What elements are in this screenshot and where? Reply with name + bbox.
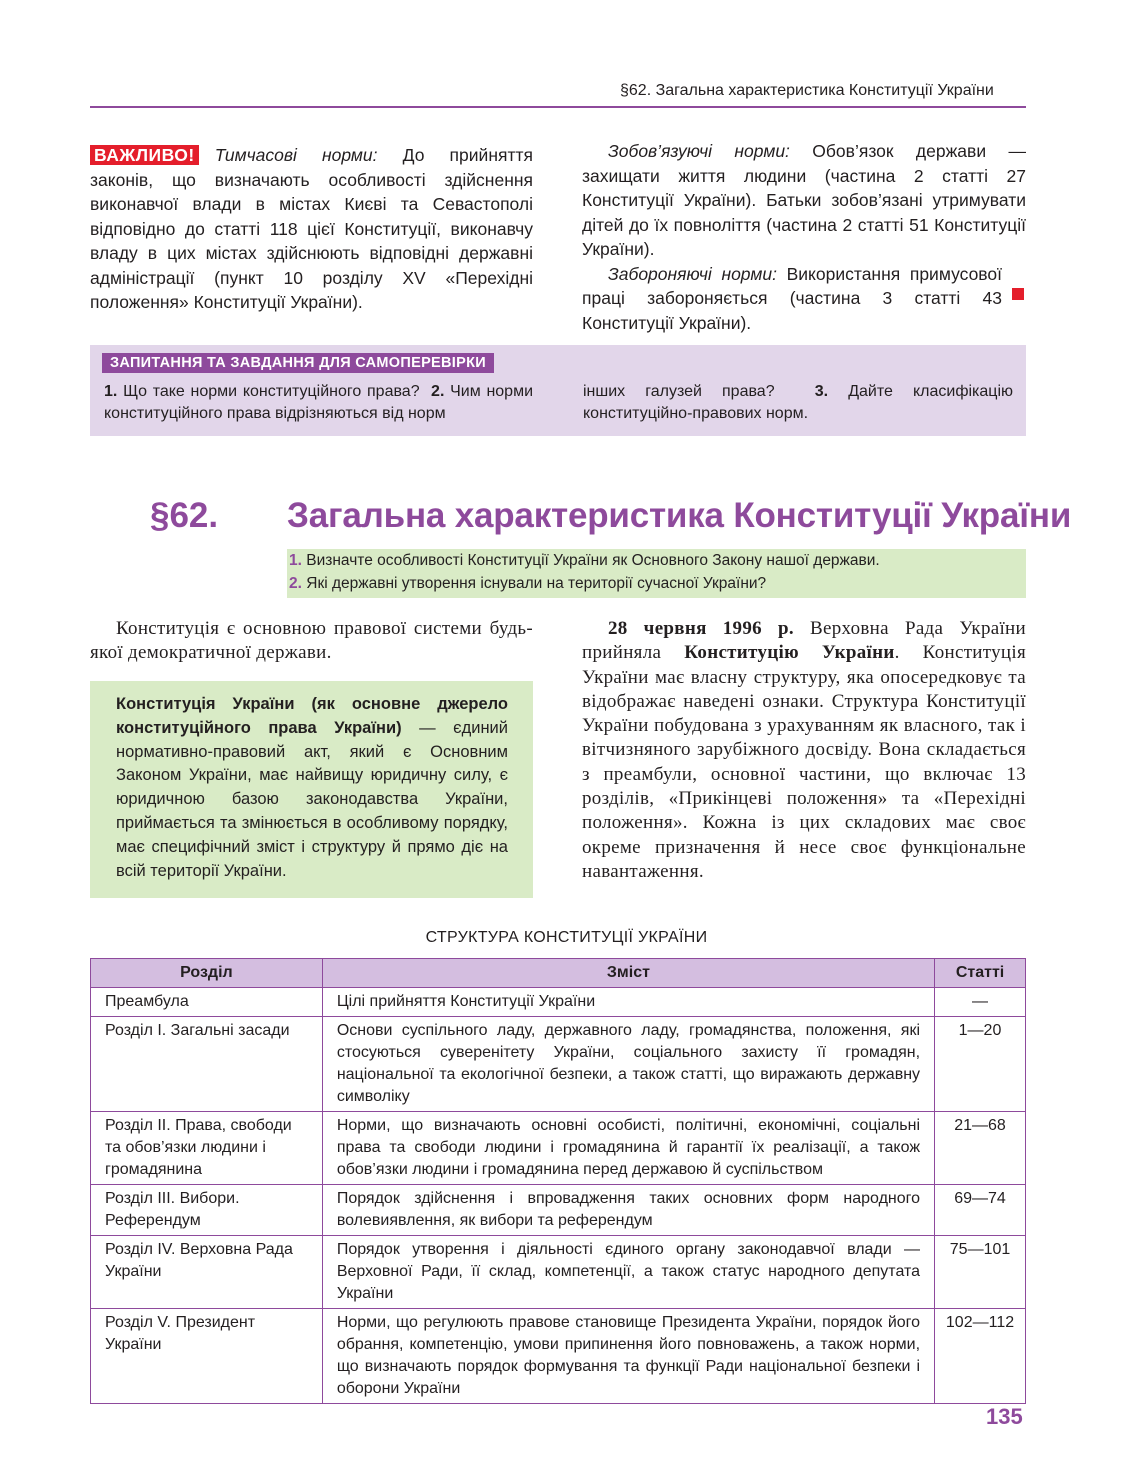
section-cell: Розділ I. Загальні засади xyxy=(91,1017,323,1112)
left-intro-text: Конституція є основною правової системи будь-якої демократичної держави. xyxy=(90,618,533,664)
page-number: 135 xyxy=(986,1404,1023,1429)
temporary-norms-term: Тимчасові норми: xyxy=(214,145,378,165)
obligating-norms-text: Обов’язок держави — захищати життя людини (частина 2 статті 27 Конституції України). Батьки зобов’язані утримувати дітей до їх повноліття (частина 2 статті 51 Конституції України). xyxy=(582,141,1026,259)
prohibiting-norms-text: Використання примусової праці забороняється (частина 3 статті 43 Конституції України). xyxy=(582,263,1002,333)
table-row xyxy=(91,1112,1026,1185)
content-cell: Норми, що визначають основні особисті, політичні, економічні, соціальні права та свободи людини і громадянина й гарантії їх реалізації, а також обов’язки людини і громадянина перед державою й суспільством xyxy=(322,1112,934,1185)
temporary-norms-text: До прийняття законів, що визначають особливості здійснення виконавчої влади в містах Києві та Севастополі відповідно до статті 118 цієї Конституції, виконавчу владу в цих містах здійснюють відповідні державні адміністрації (пункт 10 розділу XV «Перехідні положення» Конституції України). xyxy=(90,145,533,312)
running-head: §62. Загальна характеристика Конституції України xyxy=(620,82,994,99)
articles-cell: 69—74 xyxy=(935,1185,1026,1236)
articles-cell: 102—112 xyxy=(935,1309,1026,1404)
constitution-bold: Конституцію України xyxy=(684,642,895,664)
obligating-norms-paragraph xyxy=(582,139,1026,262)
question-2-part-1: Чим норми конституційного права відрізняються від норм xyxy=(104,383,534,422)
articles-cell: 75—101 xyxy=(935,1236,1026,1309)
intro-question: 2. Які державні утворення існували на території сучасної України? xyxy=(289,575,767,592)
content-cell: Норми, що регулюють правове становище Президента України, порядок його обрання, компетенцію, умови припинення його повноважень, а також норми, що визначають порядок формування та функції Ради національної безпеки і оборони України xyxy=(322,1309,934,1404)
section-cell: Розділ V. Президент України xyxy=(91,1309,323,1404)
table-row xyxy=(91,1309,1026,1404)
important-badge: ВАЖЛИВО! xyxy=(90,145,199,165)
articles-cell: — xyxy=(935,988,1026,1017)
prohibiting-norms-term: Забороняючі норми: xyxy=(608,263,777,284)
table-row xyxy=(91,1017,1026,1112)
right-main-text: 28 червня 1996 р. Верховна Рада України прийняла Конституцію України. Конституція України має власну структуру, яка опосередковує та відображає наведені ознаки. Структура Конституції України побудована з урахуванням як власного, так і вітчизняного зарубіжного досвіду. Вона складається з преамбули, основної частини, що включає 13 розділів, «Прикінцеві положення» та «Перехідні положення». Кожна із цих складових має своє окреме призначення й несе своє функціональне навантаження. xyxy=(582,618,1027,882)
intro-questions-box xyxy=(287,549,1026,598)
table-row xyxy=(91,1236,1026,1309)
end-marker-square xyxy=(1012,288,1024,300)
self-check-right-text xyxy=(583,381,1013,425)
definition-term: Конституція України (як основне джерело конституційного права України) xyxy=(116,695,508,737)
table-header-row xyxy=(91,959,1026,988)
section-cell: Розділ IV. Верховна Рада України xyxy=(91,1236,323,1309)
articles-cell: 1—20 xyxy=(935,1017,1026,1112)
self-check-left-text xyxy=(104,381,533,425)
constitution-structure-table xyxy=(90,958,1026,1404)
table-caption: СТРУКТУРА КОНСТИТУЦІЇ УКРАЇНИ xyxy=(425,929,708,946)
left-top-column xyxy=(90,143,533,315)
content-cell: Порядок утворення і діяльності єдиного органу законодавчої влади — Верховної Ради, її склад, компетенції, а також статус народного депутата України xyxy=(322,1236,934,1309)
section-cell: Преамбула xyxy=(91,988,323,1017)
content-cell: Основи суспільного ладу, державного ладу, громадянства, положення, які стосуються суверенітету України, соціального захисту її громадян, національної та екологічної безпеки, а також статті, що виражають державну символіку xyxy=(322,1017,934,1112)
section-cell: Розділ III. Вибори. Референдум xyxy=(91,1185,323,1236)
section-cell: Розділ II. Права, свободи та обов’язки людини і громадянина xyxy=(91,1112,323,1185)
right-top-column xyxy=(582,139,1026,335)
table-row xyxy=(91,988,1026,1017)
column-header-articles: Статті xyxy=(935,959,1026,988)
paragraph-title: Загальна характеристика Конституції України xyxy=(287,496,1072,535)
question-1: Що таке норми конституційного права? xyxy=(123,383,420,400)
prohibiting-norms-paragraph xyxy=(582,262,1002,336)
question-2-number: 2. xyxy=(431,383,445,400)
content-cell: Порядок здійснення і впровадження таких основних форм народного волевиявлення, як вибори та референдум xyxy=(322,1185,934,1236)
adoption-date: 28 червня 1996 р. xyxy=(608,618,794,639)
question-1-number: 1. xyxy=(104,383,118,400)
paragraph-number: §62. xyxy=(150,496,219,535)
question-3-number: 3. xyxy=(814,383,829,400)
definition-body: — єдиний нормативно-правовий акт, який є Основним Законом України, має найвищу юридичну силу, є юридичною базою законодавства України, приймається та змінюється в особливому порядку, має специфічний зміст і структуру й прямо діє на всій території України. xyxy=(116,718,508,880)
table-row xyxy=(91,1185,1026,1236)
self-check-label: ЗАПИТАННЯ ТА ЗАВДАННЯ ДЛЯ САМОПЕРЕВІРКИ xyxy=(102,353,494,373)
articles-cell: 21—68 xyxy=(935,1112,1026,1185)
question-3: Дайте класифікацію конституційно-правових норм. xyxy=(583,383,1014,422)
intro-question: 1. Визначте особливості Конституції України як Основного Закону нашої держави. xyxy=(289,552,880,569)
obligating-norms-term: Зобов’язуючі норми: xyxy=(608,141,790,161)
question-2-part-2: інших галузей права? xyxy=(583,383,775,400)
column-header-section: Розділ xyxy=(91,959,323,988)
definition-text xyxy=(116,693,508,883)
content-cell: Цілі прийняття Конституції України xyxy=(322,988,934,1017)
column-header-content: Зміст xyxy=(322,959,934,988)
header-rule xyxy=(90,106,1026,108)
